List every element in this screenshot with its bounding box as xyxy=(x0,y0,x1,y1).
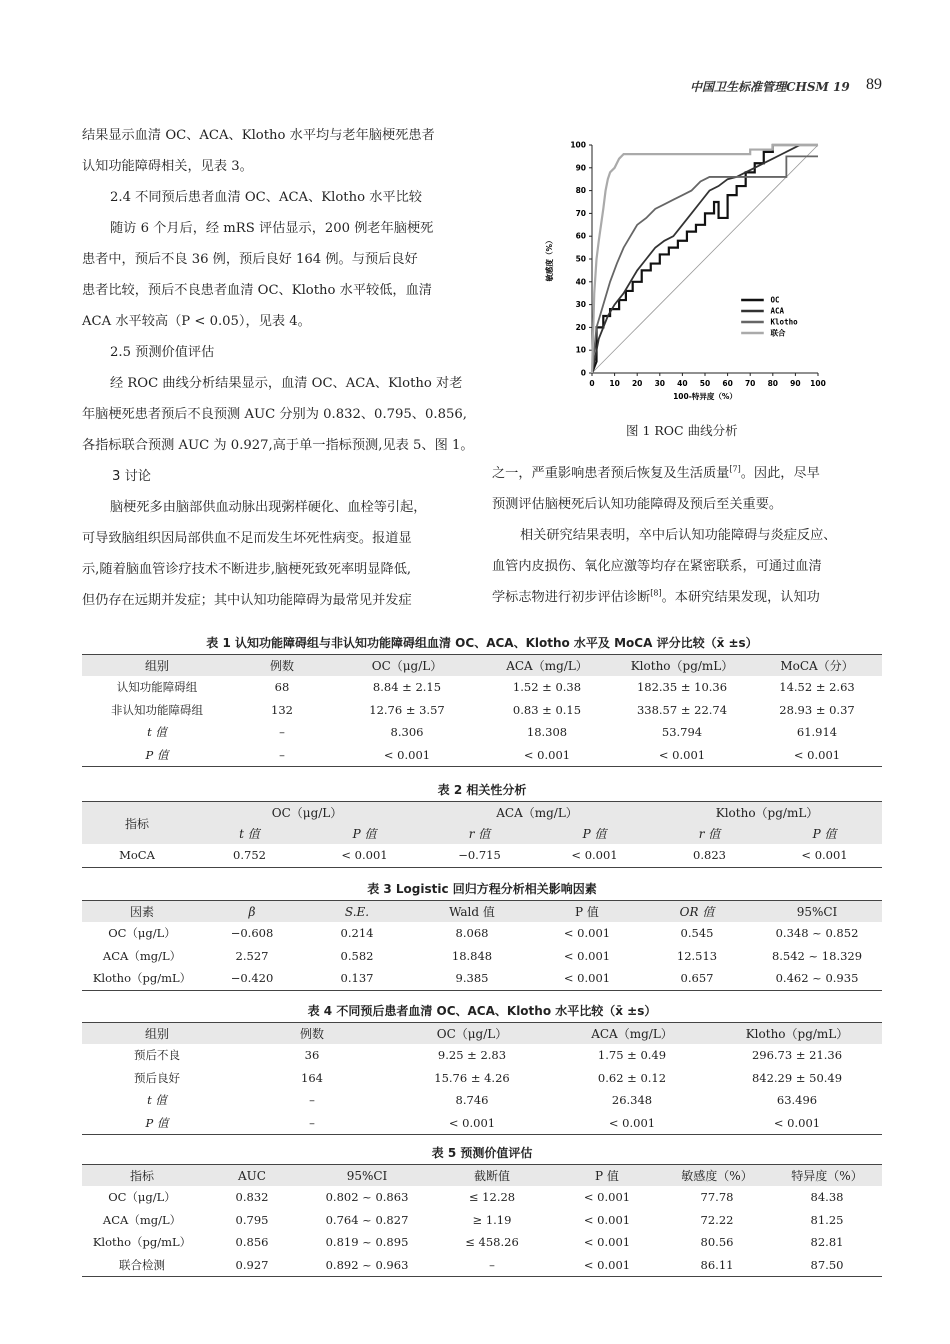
table-header: 例数 xyxy=(232,655,332,677)
table-cell: 68 xyxy=(274,680,290,695)
table-row xyxy=(82,676,882,699)
table-cell: < 0.001 xyxy=(801,848,848,863)
x-tick-label: 80 xyxy=(767,379,779,388)
table-cell: ACA（mg/L） xyxy=(102,1212,182,1227)
table-cell: < 0.001 xyxy=(658,747,706,762)
table-cell: P 值 xyxy=(145,1115,169,1130)
table-cell: ≤ 12.28 xyxy=(468,1190,516,1205)
x-tick-label: 60 xyxy=(722,379,733,388)
table-header: 组别 xyxy=(82,655,232,677)
table-cell: < 0.001 xyxy=(563,926,611,941)
table-cell: 0.348 ~ 0.852 xyxy=(775,926,859,941)
table-subheader: r 值 xyxy=(652,823,767,844)
table-cell: 2.527 xyxy=(235,948,269,963)
x-tick-label: 30 xyxy=(654,379,666,388)
table-cell: 18.848 xyxy=(451,948,493,963)
table-cell: P 值 xyxy=(145,747,169,762)
table-cell: 0.802 ~ 0.863 xyxy=(325,1190,409,1205)
table3-caption: 表 3 Logistic 回归方程分析相关影响因素 xyxy=(367,882,597,896)
table-header: 指标 xyxy=(82,802,192,845)
table-header: 敏感度（%） xyxy=(662,1165,772,1187)
x-tick-label: 50 xyxy=(699,379,711,388)
page-number: 89 xyxy=(866,76,882,93)
table-row xyxy=(82,744,882,767)
right-column xyxy=(492,458,884,613)
table-cell: 预后良好 xyxy=(134,1070,180,1085)
table-header: OC（μg/L） xyxy=(392,1023,552,1045)
section-heading-2-4: 2.4 不同预后患者血清 OC、ACA、Klotho 水平比较 xyxy=(110,190,422,205)
x-tick-label: 0 xyxy=(589,379,595,388)
y-tick-label: 60 xyxy=(575,231,586,241)
table-cell: 164 xyxy=(301,1070,323,1085)
table-row xyxy=(82,922,882,945)
y-tick-label: 30 xyxy=(575,300,586,310)
table-header: P 值 xyxy=(552,1165,662,1187)
text-run: 学标志物进行初步评估诊断 xyxy=(492,590,651,605)
table-cell: −0.715 xyxy=(458,848,501,863)
legend-label: Klotho xyxy=(770,317,798,327)
table-cell: 132 xyxy=(271,702,293,717)
table2-caption: 表 2 相关性分析 xyxy=(437,783,527,797)
para-line: 患者中，预后不良 36 例，预后良好 164 例。与预后良好 xyxy=(82,252,418,267)
para-line: 可导致脑组织因局部供血不足而发生坏死性病变。报道显 xyxy=(82,531,412,546)
table-cell: 0.214 xyxy=(340,926,374,941)
table-cell: 0.582 xyxy=(340,948,374,963)
table-header: 95%CI xyxy=(302,1165,432,1187)
table-header: OC（μg/L） xyxy=(192,802,422,824)
table-cell: 26.348 xyxy=(611,1093,653,1108)
table-cell: 0.892 ~ 0.963 xyxy=(325,1257,409,1272)
table-cell: Klotho（pg/mL） xyxy=(92,1235,192,1250)
para-line: 血管内皮损伤、氧化应激等均存在紧密联系，可通过血清 xyxy=(492,559,822,574)
table-header: ACA（mg/L） xyxy=(482,655,612,677)
table2 xyxy=(82,801,882,868)
table-cell: 0.462 ~ 0.935 xyxy=(775,971,859,986)
table-cell: 9.25 ± 2.83 xyxy=(437,1048,507,1063)
table-header: OC（μg/L） xyxy=(332,655,482,677)
table-row xyxy=(82,1254,882,1277)
table-cell: 9.385 xyxy=(455,971,489,986)
y-axis-label: 敏感度（%） xyxy=(545,236,554,282)
para-line: 各指标联合预测 AUC 为 0.927,高于单一指标预测,见表 5、图 1。 xyxy=(82,438,474,453)
table4 xyxy=(82,1022,882,1135)
table-row xyxy=(82,967,882,990)
table-cell: < 0.001 xyxy=(583,1257,631,1272)
para-line: 脑梗死多由脑部供血动脉出现粥样硬化、血栓等引起， xyxy=(110,500,427,515)
table-cell: 15.76 ± 4.26 xyxy=(434,1070,510,1085)
table-cell: 0.764 ~ 0.827 xyxy=(325,1212,409,1227)
section-heading-2-5: 2.5 预测价值评估 xyxy=(110,345,215,360)
table-subheader: P 值 xyxy=(307,823,422,844)
table-cell: Klotho（pg/mL） xyxy=(92,971,192,986)
table-cell: 0.657 xyxy=(680,971,714,986)
para-line: 示,随着脑血管诊疗技术不断进步,脑梗死致死率明显降低, xyxy=(82,562,412,577)
table-header: 因素 xyxy=(82,901,202,923)
x-axis-label: 100-特异度（%） xyxy=(673,392,737,401)
table-cell: < 0.001 xyxy=(341,848,388,863)
y-tick-label: 10 xyxy=(575,345,586,355)
table-cell: < 0.001 xyxy=(383,747,431,762)
para-line: 经 ROC 曲线分析结果显示，血清 OC、ACA、Klotho 对老 xyxy=(110,376,463,391)
table-cell: < 0.001 xyxy=(583,1212,631,1227)
table-header: P 值 xyxy=(532,901,642,923)
table-cell: 0.545 xyxy=(680,926,714,941)
journal-header: 中国卫生标准管理CHSM 19 xyxy=(690,80,850,94)
citation-ref: [7] xyxy=(729,464,741,474)
table-header: 特异度（%） xyxy=(772,1165,882,1187)
para-line xyxy=(492,458,884,489)
text-run: 。本研究结果发现，认知功 xyxy=(661,590,820,605)
table-cell: 81.25 xyxy=(810,1212,844,1227)
table-header: 95%CI xyxy=(752,901,882,923)
para-line xyxy=(492,582,884,613)
table5 xyxy=(82,1164,882,1277)
table-cell: 28.93 ± 0.37 xyxy=(779,702,855,717)
table-cell: 80.56 xyxy=(700,1235,734,1250)
roc-series-Klotho xyxy=(592,156,818,373)
table-header: 例数 xyxy=(232,1023,392,1045)
table-cell: – xyxy=(279,747,285,762)
citation-ref: [8] xyxy=(650,588,662,598)
table-cell: < 0.001 xyxy=(563,948,611,963)
legend-label: OC xyxy=(770,295,780,305)
table-row xyxy=(82,699,882,722)
table4-caption: 表 4 不同预后患者血清 OC、ACA、Klotho 水平比较（x̄ ±s） xyxy=(307,1004,657,1018)
table-cell: 1.52 ± 0.38 xyxy=(512,680,582,695)
table-cell: 非认知功能障碍组 xyxy=(111,702,203,717)
table-subheader: P 值 xyxy=(537,823,652,844)
text-run: 。因此，尽早 xyxy=(740,466,820,481)
table-cell: 842.29 ± 50.49 xyxy=(751,1070,843,1085)
table-cell: −0.608 xyxy=(230,926,274,941)
table-cell: 82.81 xyxy=(810,1235,844,1250)
table-cell: 72.22 xyxy=(700,1212,734,1227)
table-cell: 0.819 ~ 0.895 xyxy=(325,1235,409,1250)
table5-caption: 表 5 预测价值评估 xyxy=(431,1146,533,1160)
table-header: Klotho（pg/mL） xyxy=(652,802,882,824)
y-tick-label: 90 xyxy=(575,163,586,173)
table-header: OR 值 xyxy=(642,901,752,923)
para-line: 但仍存在远期并发症；其中认知功能障碍为最常见并发症 xyxy=(82,593,412,608)
table-cell: 87.50 xyxy=(810,1257,844,1272)
table-cell: 12.76 ± 3.57 xyxy=(369,702,445,717)
table-cell: 8.306 xyxy=(390,725,424,740)
table-cell: MoCA xyxy=(119,848,155,863)
table1-caption: 表 1 认知功能障碍组与非认知功能障碍组血清 OC、ACA、Klotho 水平及 MoCA 评分比较（x̄ ±s） xyxy=(206,636,758,650)
table-cell: 18.308 xyxy=(526,725,568,740)
table1 xyxy=(82,654,882,767)
para-line: 相关研究结果表明，卒中后认知功能障碍与炎症反应、 xyxy=(520,528,837,543)
table-cell: – xyxy=(489,1257,495,1272)
para-line: 随访 6 个月后，经 mRS 评估显示，200 例老年脑梗死 xyxy=(110,221,434,236)
table-header: Klotho（pg/mL） xyxy=(712,1023,882,1045)
table-cell: 8.84 ± 2.15 xyxy=(372,680,442,695)
table-row xyxy=(82,1044,882,1067)
table-cell: – xyxy=(279,725,285,740)
table-subheader: t 值 xyxy=(192,823,307,844)
x-tick-label: 20 xyxy=(631,379,643,388)
y-tick-label: 80 xyxy=(575,186,586,196)
table-cell: 0.795 xyxy=(235,1212,269,1227)
figure-caption: 图 1 ROC 曲线分析 xyxy=(626,423,738,438)
table-cell: 8.542 ~ 18.329 xyxy=(771,948,863,963)
table-cell: 0.927 xyxy=(235,1257,269,1272)
x-tick-label: 100 xyxy=(810,379,826,388)
table-header: AUC xyxy=(202,1165,302,1187)
table-header: β xyxy=(202,901,302,923)
table-cell: ≥ 1.19 xyxy=(472,1212,512,1227)
table-cell: 8.068 xyxy=(455,926,489,941)
table-row xyxy=(82,1231,882,1254)
table-cell: – xyxy=(309,1115,315,1130)
table-row xyxy=(82,721,882,744)
table-cell: 1.75 ± 0.49 xyxy=(597,1048,667,1063)
table-cell: 14.52 ± 2.63 xyxy=(779,680,855,695)
para-line: 年脑梗死患者预后不良预测 AUC 分别为 0.832、0.795、0.856, xyxy=(82,407,467,422)
table-cell: 预后不良 xyxy=(134,1048,180,1063)
table-cell: OC（μg/L） xyxy=(108,1190,176,1205)
para-line: 认知功能障碍相关，见表 3。 xyxy=(82,159,253,174)
table-cell: 53.794 xyxy=(661,725,703,740)
table-row xyxy=(82,844,882,867)
table-cell: 12.513 xyxy=(676,948,718,963)
x-tick-label: 10 xyxy=(609,379,620,388)
table-cell: < 0.001 xyxy=(448,1115,496,1130)
table-row xyxy=(82,1186,882,1209)
table-subheader: P 值 xyxy=(767,823,882,844)
table-cell: 84.38 xyxy=(810,1190,844,1205)
y-tick-label: 100 xyxy=(570,140,586,150)
para-line: 结果显示血清 OC、ACA、Klotho 水平均与老年脑梗死患者 xyxy=(82,128,435,143)
x-tick-label: 40 xyxy=(677,379,688,388)
y-tick-label: 50 xyxy=(575,254,586,264)
table-header: Wald 值 xyxy=(412,901,532,923)
table-cell: ACA（mg/L） xyxy=(102,948,182,963)
legend-label: 联合 xyxy=(770,328,786,338)
y-tick-label: 20 xyxy=(575,322,586,332)
table-cell: 36 xyxy=(304,1048,320,1063)
table-cell: < 0.001 xyxy=(523,747,571,762)
table-cell: 0.856 xyxy=(235,1235,269,1250)
table-cell: −0.420 xyxy=(230,971,274,986)
para-line: 患者比较，预后不良患者血清 OC、Klotho 水平较低，血清 xyxy=(82,283,432,298)
table-header: Klotho（pg/mL） xyxy=(612,655,752,677)
table-header: MoCA（分） xyxy=(752,655,882,677)
table3 xyxy=(82,900,882,991)
table-row xyxy=(82,1067,882,1090)
table-cell: 认知功能障碍组 xyxy=(116,680,198,695)
table-header: ACA（mg/L） xyxy=(422,802,652,824)
y-tick-label: 70 xyxy=(575,208,586,218)
x-tick-label: 90 xyxy=(790,379,801,388)
text-run: 之一，严重影响患者预后恢复及生活质量 xyxy=(492,466,730,481)
table-cell: 联合检测 xyxy=(119,1257,165,1272)
table-cell: 63.496 xyxy=(776,1093,818,1108)
table-cell: < 0.001 xyxy=(583,1190,631,1205)
table-row xyxy=(82,1209,882,1232)
table-cell: 0.752 xyxy=(233,848,266,863)
table-cell: 0.823 xyxy=(693,848,726,863)
table-cell: 77.78 xyxy=(700,1190,734,1205)
table-cell: < 0.001 xyxy=(608,1115,656,1130)
table-cell: < 0.001 xyxy=(583,1235,631,1250)
table-cell: 296.73 ± 21.36 xyxy=(751,1048,843,1063)
legend-label: ACA xyxy=(770,306,785,316)
table-cell: < 0.001 xyxy=(773,1115,821,1130)
table-cell: 0.62 ± 0.12 xyxy=(597,1070,667,1085)
table-cell: 182.35 ± 10.36 xyxy=(636,680,728,695)
table-cell: 8.746 xyxy=(455,1093,489,1108)
table-row xyxy=(82,1112,882,1135)
table-header: 指标 xyxy=(82,1165,202,1187)
table-cell: 0.83 ± 0.15 xyxy=(512,702,582,717)
table-header: 截断值 xyxy=(432,1165,552,1187)
table-row xyxy=(82,1089,882,1112)
table-cell: < 0.001 xyxy=(793,747,841,762)
roc-chart xyxy=(540,135,840,405)
table-cell: 0.832 xyxy=(235,1190,269,1205)
table-cell: – xyxy=(309,1093,315,1108)
y-tick-label: 40 xyxy=(575,277,586,287)
para-line: 预测评估脑梗死后认知功能障碍及预后至关重要。 xyxy=(492,497,783,512)
y-tick-label: 0 xyxy=(580,368,586,378)
para-line: ACA 水平较高（P < 0.05），见表 4。 xyxy=(82,314,311,329)
table-cell: < 0.001 xyxy=(571,848,618,863)
section-heading-3: 3 讨论 xyxy=(112,469,151,484)
table-cell: ≤ 458.26 xyxy=(465,1235,519,1250)
table-cell: 61.914 xyxy=(796,725,838,740)
table-header: S.E. xyxy=(302,901,412,923)
table-header: ACA（mg/L） xyxy=(552,1023,712,1045)
table-cell: 338.57 ± 22.74 xyxy=(636,702,728,717)
table-row xyxy=(82,945,882,968)
x-tick-label: 70 xyxy=(744,379,756,388)
left-column xyxy=(82,120,474,616)
table-header: 组别 xyxy=(82,1023,232,1045)
table-cell: 86.11 xyxy=(700,1257,734,1272)
table-cell: < 0.001 xyxy=(563,971,611,986)
table-subheader: r 值 xyxy=(422,823,537,844)
table-cell: t 值 xyxy=(147,725,167,740)
table-cell: 0.137 xyxy=(340,971,374,986)
table-cell: t 值 xyxy=(147,1093,167,1108)
table-cell: OC（μg/L） xyxy=(108,926,176,941)
